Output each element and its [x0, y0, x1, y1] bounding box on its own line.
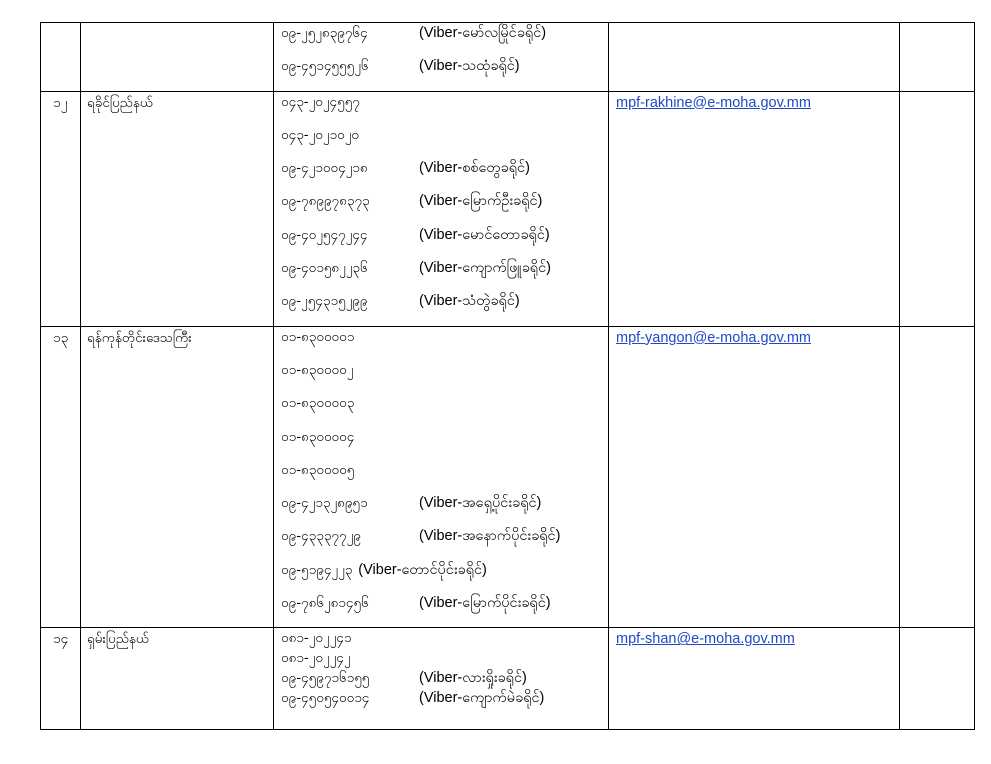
region-name: ရန်ကုန်တိုင်းဒေသကြီး [81, 326, 274, 628]
viber-note: (Viber-ကျောက်မဲခရိုင်) [419, 690, 545, 707]
phone-line [281, 93, 608, 126]
phone-cell [274, 628, 609, 730]
phone-number: ၀၉-၂၅၄၃၁၅၂၉၉ [281, 293, 368, 310]
phone-list [274, 23, 608, 91]
viber-note: (Viber-အနောက်ပိုင်းခရိုင်) [419, 528, 561, 545]
empty-cell [900, 91, 975, 326]
phone-line [281, 428, 608, 461]
email-link[interactable]: mpf-rakhine@e-moha.gov.mm [616, 94, 811, 111]
email-cell [609, 326, 900, 628]
phone-list [274, 92, 608, 326]
phone-line [281, 259, 608, 292]
phone-number: ၀၄၃-၂၀၂၁၀၂၀ [281, 126, 359, 143]
email-cell [609, 628, 900, 730]
phone-line [281, 461, 608, 494]
phone-cell [274, 23, 609, 92]
email-link[interactable]: mpf-shan@e-moha.gov.mm [616, 631, 795, 648]
viber-note: (Viber-မော်လမြိုင်ခရိုင်) [419, 25, 547, 41]
table-body [41, 23, 975, 730]
phone-line [281, 292, 608, 325]
viber-note: (Viber-သထုံခရိုင်) [419, 58, 520, 75]
phone-number: ၀၉-၄၅၉၇၁၆၁၅၅ [281, 670, 370, 687]
phone-cell [274, 326, 609, 628]
email-link[interactable]: mpf-yangon@e-moha.gov.mm [616, 329, 811, 346]
table-row [41, 326, 975, 628]
phone-number: ၀၉-၄၅၀၅၄၀၀၁၄ [281, 690, 370, 707]
empty-cell [900, 326, 975, 628]
phone-number: ၀၈၁-၂၀၂၂၄၂ [281, 650, 351, 667]
phone-number: ၀၁-၈၃၀၀၀၀၅ [281, 461, 355, 478]
empty-cell [900, 23, 975, 92]
phone-line [281, 494, 608, 527]
row-number: ၁၄ [41, 628, 81, 730]
phone-number: ၀၉-၄၀၁၅၈၂၂၃၆ [281, 260, 368, 277]
phone-number: ၀၉-၅၁၉၄၂၂၃ [281, 561, 353, 578]
row-number: ၁၃ [41, 326, 81, 628]
phone-line [281, 394, 608, 427]
phone-number: ၀၁-၈၃၀၀၀၀၂ [281, 361, 354, 378]
phone-line [281, 24, 608, 57]
phone-number: ၀၁-၈၃၀၀၀၀၃ [281, 395, 355, 412]
phone-line [281, 159, 608, 192]
phone-line [281, 561, 608, 594]
phone-list [274, 628, 608, 709]
phone-line [281, 649, 608, 669]
phone-number: ၀၉-၇၈၆၂၈၁၄၅၆ [281, 595, 369, 612]
region-name: ရှမ်းပြည်နယ် [81, 628, 274, 730]
region-name [81, 23, 274, 92]
police-contact-table [40, 22, 975, 730]
viber-note: (Viber-မြောက်ဦးခရိုင်) [419, 193, 543, 210]
email-cell [609, 91, 900, 326]
viber-note: (Viber-တောင်ပိုင်းခရိုင်) [358, 561, 487, 578]
phone-number: ၀၉-၄၀၂၅၄၇၂၄၄ [281, 226, 368, 243]
phone-number: ၀၄၃-၂၀၂၄၅၅၇ [281, 93, 360, 110]
viber-note: (Viber-သံတွဲခရိုင်) [419, 293, 520, 310]
row-number [41, 23, 81, 92]
viber-note: (Viber-စစ်တွေခရိုင်) [419, 160, 530, 177]
phone-number: ၀၈၁-၂၀၂၂၄၁ [281, 630, 352, 647]
phone-number: ၀၉-၄၂၁၀၀၄၂၁၈ [281, 160, 368, 177]
phone-number: ၀၉-၄၅၁၄၅၅၅၂၆ [281, 58, 369, 75]
phone-number: ၀၁-၈၃၀၀၀၀၄ [281, 428, 355, 445]
phone-number: ၀၁-၈၃၀၀၀၀၁ [281, 328, 355, 345]
phone-line [281, 126, 608, 159]
table-row [41, 91, 975, 326]
table-row [41, 23, 975, 92]
viber-note: (Viber-အရှေ့ပိုင်းခရိုင်) [419, 495, 542, 512]
viber-note: (Viber-မောင်တောခရိုင်) [419, 226, 550, 243]
phone-line [281, 192, 608, 225]
phone-line [281, 226, 608, 259]
region-name: ရခိုင်ပြည်နယ် [81, 91, 274, 326]
phone-line [281, 629, 608, 649]
viber-note: (Viber-လားရှိုးခရိုင်) [419, 670, 527, 687]
phone-line [281, 527, 608, 560]
phone-line [281, 328, 608, 361]
phone-line [281, 57, 608, 90]
phone-number: ၀၉-၇၈၉၉၇၈၃၇၃ [281, 193, 370, 210]
table-row [41, 628, 975, 730]
phone-line [281, 669, 608, 689]
phone-list [274, 327, 608, 628]
viber-note: (Viber-ကျောက်ဖြူခရိုင်) [419, 260, 552, 277]
phone-number: ၀၉-၄၂၁၃၂၈၉၅၁ [281, 495, 368, 512]
viber-note: (Viber-မြောက်ပိုင်းခရိုင်) [419, 595, 551, 612]
phone-cell [274, 91, 609, 326]
row-number: ၁၂ [41, 91, 81, 326]
phone-line [281, 361, 608, 394]
phone-number: ၀၉-၂၅၂၈၃၉၇၆၄ [281, 25, 368, 41]
phone-number: ၀၉-၄၃၃၃၇၇၂၉ [281, 528, 361, 545]
email-cell [609, 23, 900, 92]
phone-line [281, 594, 608, 627]
empty-cell [900, 628, 975, 730]
phone-line [281, 689, 608, 709]
